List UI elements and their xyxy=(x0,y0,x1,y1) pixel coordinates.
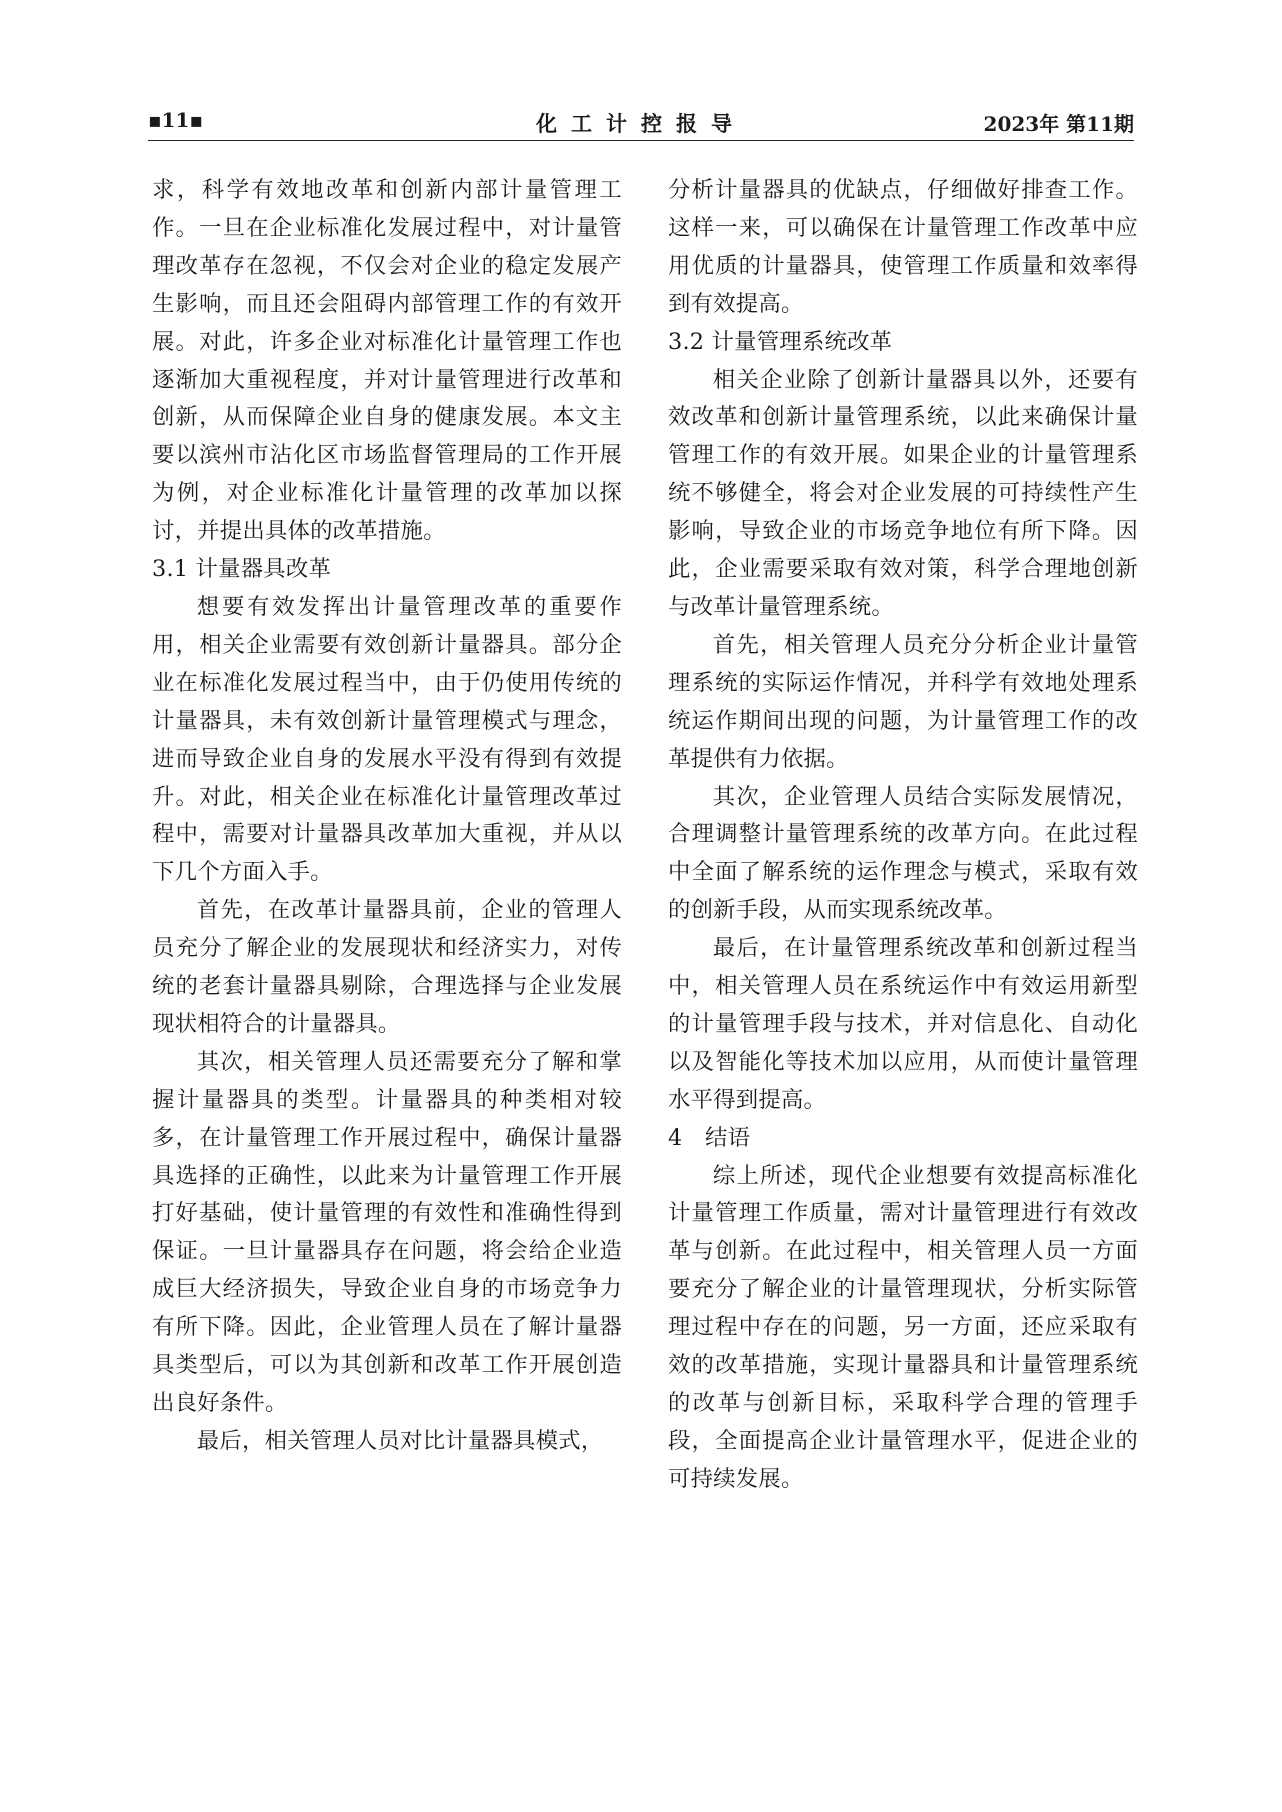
body-paragraph: 首先，在改革计量器具前，企业的管理人员充分了解企业的发展现状和经济实力，对传统的老套计量器具剔除，合理选择与企业发展现状相符合的计量器具。 xyxy=(152,897,622,1037)
section-heading-4: 4 结语 xyxy=(668,1124,751,1151)
continued-paragraph: 求，科学有效地改革和创新内部计量管理工作。一旦在企业标准化发展过程中，对计量管理改革存在忽视，不仅会对企业的稳定发展产生影响，而且还会阻碍内部管理工作的有效开展。对此，许多企业对标准化计量管理工作也逐渐加大重视程度，并对计量管理进行改革和创新，从而保障企业自身的健康发展。本文主要以滨州市沾化区市场监督管理局的工作开展为例，对企业标准化计量管理的改革加以探讨，并提出具体的改革措施。 xyxy=(152,177,622,545)
body-paragraph: 综上所述，现代企业想要有效提高标准化计量管理工作质量，需对计量管理进行有效改革与创新。在此过程中，相关管理人员一方面要充分了解企业的计量管理现状，分析实际管理过程中存在的问题，另一方面，还应采取有效的改革措施，实现计量器具和计量管理系统的改革与创新目标，采取科学合理的管理手段，全面提高企业计量管理水平，促进企业的可持续发展。 xyxy=(668,1162,1138,1492)
body-paragraph: 最后，相关管理人员对比计量器具模式， xyxy=(196,1427,604,1454)
section-heading-3-2: 3.2 计量管理系统改革 xyxy=(668,328,893,355)
body-paragraph: 相关企业除了创新计量器具以外，还要有效改革和创新计量管理系统，以此来确保计量管理工作的有效开展。如果企业的计量管理系统不够健全，将会对企业发展的可持续性产生影响，导致企业的市场竞争地位有所下降。因此，企业需要采取有效对策，科学合理地创新与改革计量管理系统。 xyxy=(668,366,1138,620)
journal-title: 化工计控报导 xyxy=(536,112,746,136)
body-paragraph: 其次，企业管理人员结合实际发展情况，合理调整计量管理系统的改革方向。在此过程中全面了解系统的运作理念与模式，采取有效的创新手段，从而实现系统改革。 xyxy=(668,783,1138,924)
right-column xyxy=(668,172,1138,1499)
body-paragraph: 首先，相关管理人员充分分析企业计量管理系统的实际运作情况，并科学有效地处理系统运作期间出现的问题，为计量管理工作的改革提供有力依据。 xyxy=(668,631,1138,772)
body-paragraph: 其次，相关管理人员还需要充分了解和掌握计量器具的类型。计量器具的种类相对较多，在计量管理工作开展过程中，确保计量器具选择的正确性，以此来为计量管理工作开展打好基础，使计量管理的有效性和准确性得到保证。一旦计量器具存在问题，将会给企业造成巨大经济损失，导致企业自身的市场竞争力有所下降。因此，企业管理人员在了解计量器具类型后，可以为其创新和改革工作开展创造出良好条件。 xyxy=(152,1048,622,1416)
continued-paragraph: 分析计量器具的优缺点，仔细做好排查工作。这样一来，可以确保在计量管理工作改革中应用优质的计量器具，使管理工作质量和效率得到有效提高。 xyxy=(668,177,1138,317)
left-column xyxy=(152,172,622,1461)
body-paragraph: 想要有效发挥出计量管理改革的重要作用，相关企业需要有效创新计量器具。部分企业在标准化发展过程当中，由于仍使用传统的计量器具，未有效创新计量管理模式与理念，进而导致企业自身的发展水平没有得到有效提升。对此，相关企业在标准化计量管理改革过程中，需要对计量器具改革加大重视，并从以下几个方面入手。 xyxy=(152,593,622,886)
issue-label: 2023年 第11期 xyxy=(983,112,1134,136)
section-heading-3-1: 3.1 计量器具改革 xyxy=(152,556,332,583)
page-number: ▪11▪ xyxy=(148,108,203,132)
header-divider xyxy=(148,140,1134,141)
page-header xyxy=(148,106,1134,138)
body-paragraph: 最后，在计量管理系统改革和创新过程当中，相关管理人员在系统运作中有效运用新型的计量管理手段与技术，并对信息化、自动化以及智能化等技术加以应用，从而使计量管理水平得到提高。 xyxy=(668,935,1138,1113)
